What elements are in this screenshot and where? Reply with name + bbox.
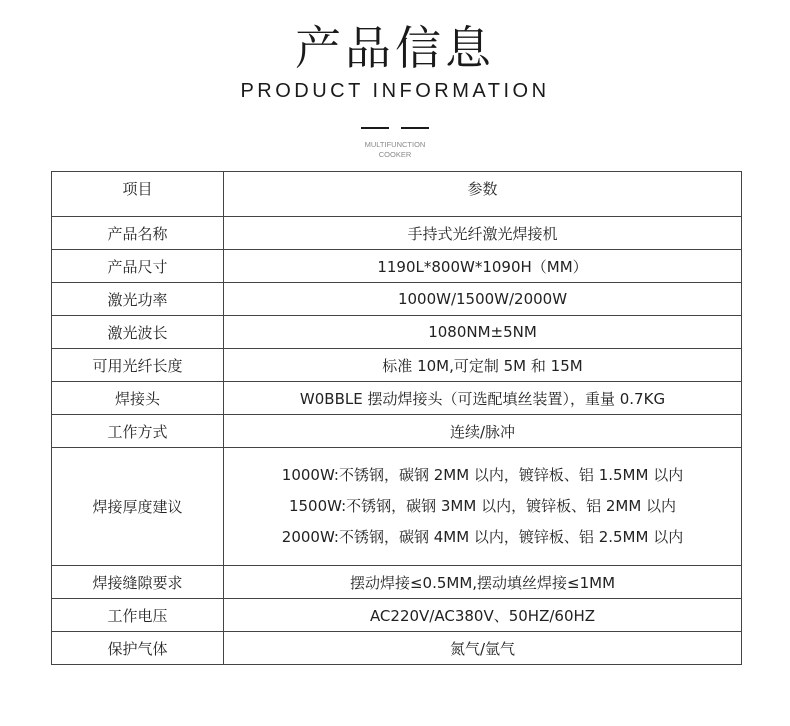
table-row bbox=[52, 349, 742, 382]
table-row bbox=[52, 599, 742, 632]
row-label: 激光功率 bbox=[52, 283, 224, 316]
row-label: 激光波长 bbox=[52, 316, 224, 349]
table-row bbox=[52, 283, 742, 316]
table-row bbox=[52, 250, 742, 283]
row-value: 手持式光纤激光焊接机 bbox=[224, 217, 742, 250]
table-row bbox=[52, 217, 742, 250]
decorative-dash-right bbox=[401, 127, 429, 129]
page-title-en: PRODUCT INFORMATION bbox=[240, 80, 550, 102]
decorative-dash-left bbox=[361, 127, 389, 129]
row-value-multiline bbox=[224, 448, 742, 566]
table-row bbox=[52, 382, 742, 415]
spec-table bbox=[51, 171, 742, 665]
row-value: 摆动焊接≤0.5MM,摆动填丝焊接≤1MM bbox=[224, 566, 742, 599]
row-value: 连续/脉冲 bbox=[224, 415, 742, 448]
row-label: 产品尺寸 bbox=[52, 250, 224, 283]
sub-label-line2: COOKER bbox=[378, 150, 412, 159]
row-label: 焊接厚度建议 bbox=[52, 448, 224, 566]
row-value: 氮气/氩气 bbox=[224, 632, 742, 665]
row-label: 工作电压 bbox=[52, 599, 224, 632]
sub-label bbox=[0, 140, 790, 160]
row-value: W0BBLE 摆动焊接头（可选配填丝装置），重量 0.7KG bbox=[224, 382, 742, 415]
row-label: 焊接头 bbox=[52, 382, 224, 415]
header-param-cell: 参数 bbox=[224, 172, 742, 217]
table-row bbox=[52, 415, 742, 448]
table-row bbox=[52, 316, 742, 349]
row-value: AC220V/AC380V、50HZ/60HZ bbox=[224, 599, 742, 632]
sub-label-line1: MULTIFUNCTION bbox=[364, 140, 426, 149]
thickness-line: 2000W:不锈钢，碳钢 4MM 以内，镀锌板、铝 2.5MM 以内 bbox=[281, 528, 684, 546]
table-header-row bbox=[52, 172, 742, 217]
table-row bbox=[52, 566, 742, 599]
header-item-cell: 项目 bbox=[52, 172, 224, 217]
row-label: 焊接缝隙要求 bbox=[52, 566, 224, 599]
row-label: 可用光纤长度 bbox=[52, 349, 224, 382]
row-label: 产品名称 bbox=[52, 217, 224, 250]
row-value: 1190L*800W*1090H（MM） bbox=[224, 250, 742, 283]
row-value: 1080NM±5NM bbox=[224, 316, 742, 349]
table-row-thickness bbox=[52, 448, 742, 566]
thickness-line: 1500W:不锈钢，碳钢 3MM 以内，镀锌板、铝 2MM 以内 bbox=[288, 497, 677, 515]
row-label: 工作方式 bbox=[52, 415, 224, 448]
row-label: 保护气体 bbox=[52, 632, 224, 665]
row-value: 标准 10M,可定制 5M 和 15M bbox=[224, 349, 742, 382]
page-title-cn: 产品信息 bbox=[295, 21, 495, 75]
row-value: 1000W/1500W/2000W bbox=[224, 283, 742, 316]
thickness-line: 1000W:不锈钢，碳钢 2MM 以内，镀锌板、铝 1.5MM 以内 bbox=[281, 466, 684, 484]
table-row bbox=[52, 632, 742, 665]
